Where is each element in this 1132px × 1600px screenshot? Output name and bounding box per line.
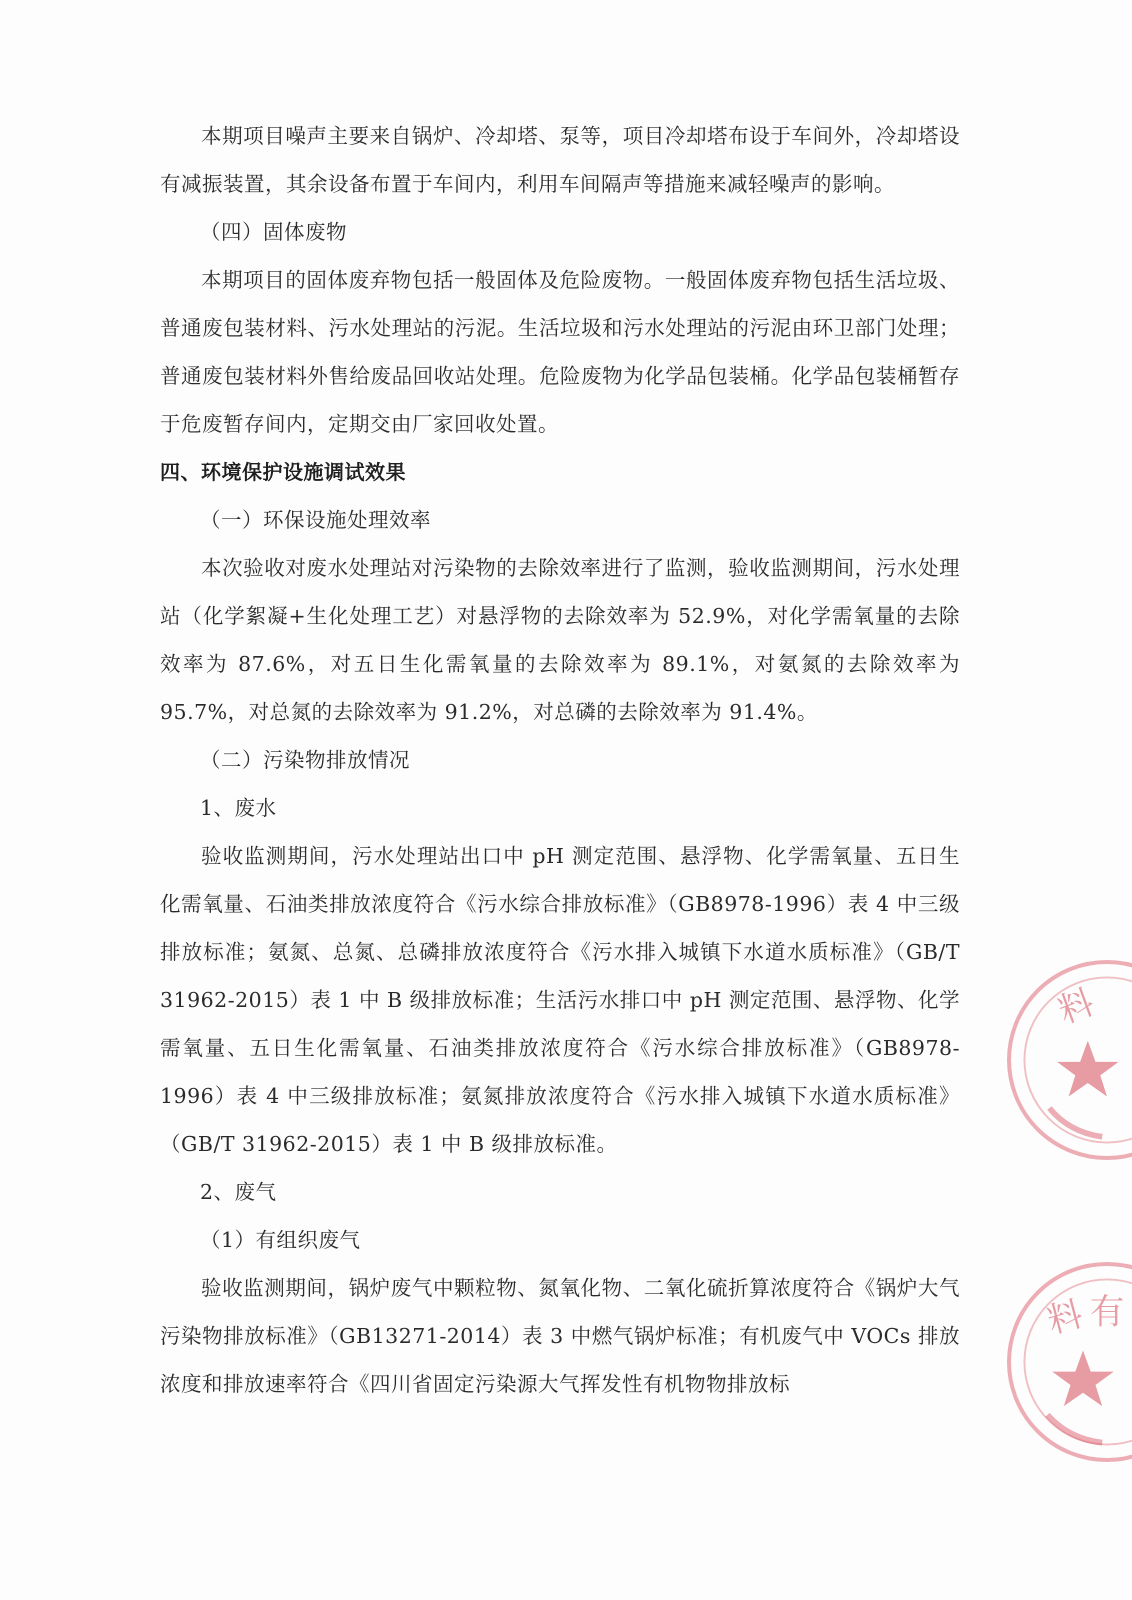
paragraph-efficiency: 本次验收对废水处理站对污染物的去除效率进行了监测，验收监测期间，污水处理站（化学絮凝+生化处理工艺）对悬浮物的去除效率为 52.9%，对化学需氧量的去除效率为 87.6%，对五日生化需氧量的去除效率为 89.1%，对氨氮的去除效率为 95.7%，对总氮的去除效率为 91.2%，对总磷的去除效率为 91.4%。: [160, 556, 960, 724]
subheading-organized-gas: （1）有组织废气: [200, 1228, 361, 1252]
paragraph-wastewater: 验收监测期间，污水处理站出口中 pH 测定范围、悬浮物、化学需氧量、五日生化需氧量、石油类排放浓度符合《污水综合排放标准》（GB8978-1996）表 4 中三级排放标准；氨氮、总氮、总磷排放浓度符合《污水排入城镇下水道水质标准》（GB/T 31962-2015）表 1 中 B 级排放标准；生活污水排口中 pH 测定范围、悬浮物、化学需氧量、五日生化需氧量、石油类排放浓度符合《污水综合排放标准》（GB8978-1996）表 4 中三级排放标准；氨氮排放浓度符合《污水排入城镇下水道水质标准》（GB/T 31962-2015）表 1 中 B 级排放标准。: [160, 844, 960, 1156]
svg-text:料: 料: [1043, 1294, 1088, 1342]
section-title-env-protection: 四、环境保护设施调试效果: [160, 460, 406, 484]
subheading-solid-waste: （四）固体废物: [200, 220, 347, 244]
official-seal-stamp: [1007, 960, 1132, 1160]
paragraph-organized-gas: 验收监测期间，锅炉废气中颗粒物、氮氧化物、二氧化硫折算浓度符合《锅炉大气污染物排放标准》（GB13271-2014）表 3 中燃气锅炉标准；有机废气中 VOCs 排放浓度和排放速率符合《四川省固定污染源大气挥发性有机物物排放标: [160, 1276, 960, 1396]
seal-icon: [1011, 1266, 1132, 1458]
subheading-efficiency: （一）环保设施处理效率: [200, 508, 431, 532]
official-seal-stamp: [1007, 1262, 1132, 1462]
seal-icon: [1011, 964, 1132, 1156]
paragraph-noise: 本期项目噪声主要来自锅炉、冷却塔、泵等，项目冷却塔布设于车间外，冷却塔设有减振装置，其余设备布置于车间内，利用车间隔声等措施来减轻噪声的影响。: [160, 124, 960, 196]
svg-text:有: 有: [1089, 1292, 1125, 1333]
paragraph-solid-waste: 本期项目的固体废弃物包括一般固体及危险废物。一般固体废弃物包括生活垃圾、普通废包装材料、污水处理站的污泥。生活垃圾和污水处理站的污泥由环卫部门处理；普通废包装材料外售给废品回收站处理。危险废物为化学品包装桶。化学品包装桶暂存于危废暂存间内，定期交由厂家回收处置。: [160, 268, 960, 436]
subheading-wastewater: 1、废水: [200, 796, 277, 820]
svg-text:料: 料: [1053, 982, 1100, 1032]
subheading-waste-gas: 2、废气: [200, 1180, 277, 1204]
document-body: [160, 112, 960, 1408]
subheading-emissions: （二）污染物排放情况: [200, 748, 410, 772]
